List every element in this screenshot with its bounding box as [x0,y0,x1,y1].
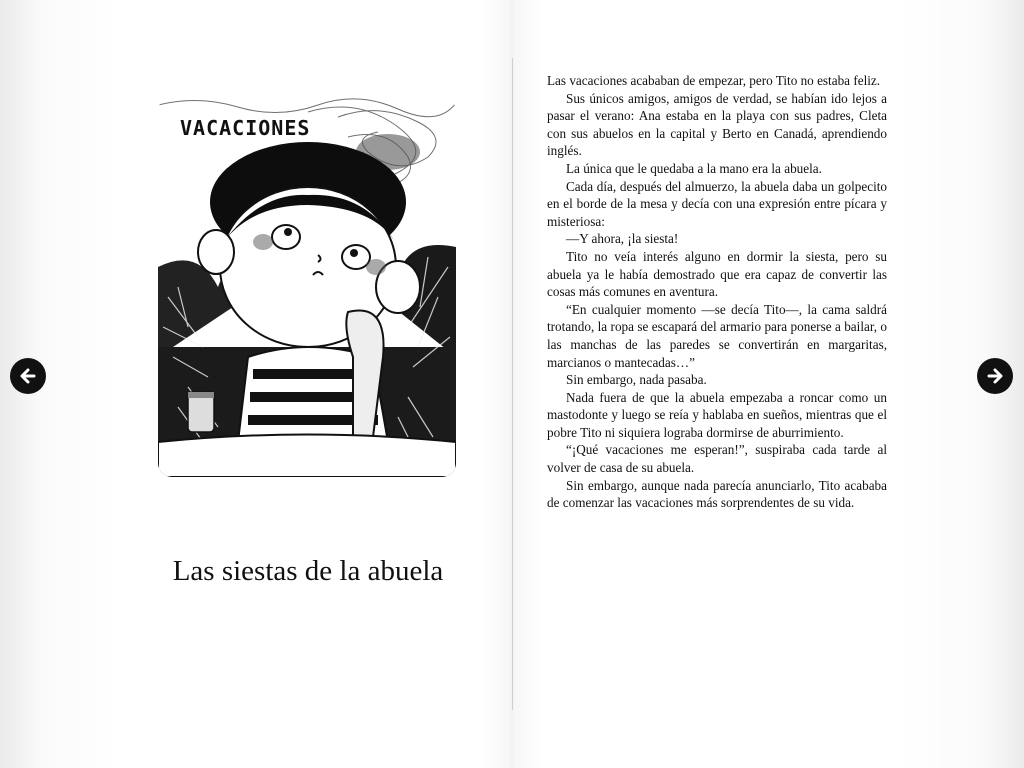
paragraph: Sin embargo, nada pasaba. [566,372,707,388]
svg-text:VACACIONES: VACACIONES [180,116,311,140]
page-gutter-divider [512,58,513,710]
next-page-button[interactable] [977,358,1013,394]
previous-page-button[interactable] [10,358,46,394]
paragraph: —Y ahora, ¡la siesta! [566,231,679,247]
paragraph: Cada día, después del almuerzo, la abuela daba un golpecito en el borde de la mesa y decía con una expresión entre pícara y misteriosa: [547,178,887,229]
story-text [547,72,887,512]
chapter-title: Las siestas de la abuela [172,555,444,587]
paragraph: “En cualquier momento —se decía Tito—, la cama saldrá trotando, la ropa se escapará del armario para ponerse a bailar, o las manchas de las paredes se convertirán en margaritas, marcianos o mantecadas…” [547,301,887,370]
paragraph: Las vacaciones acababan de empezar, pero Tito no estaba feliz. [547,73,881,88]
paragraph: Sin embargo, aunque nada parecía anunciarlo, Tito acababa de comenzar las vacaciones más sorprendentes de su vida. [547,477,887,511]
paragraph: Tito no veía interés alguno en dormir la siesta, pero su abuela ya le había demostrado que era capaz de convertir las cosas más comunes en aventura. [547,248,887,300]
paragraph: La única que le quedaba a la mano era la abuela. [566,160,822,176]
arrow-right-icon [985,366,1005,386]
paragraph: Sus únicos amigos, amigos de verdad, se habían ido lejos a pasar el verano: Ana estaba en la playa con sus padres, Cleta con sus abuelos en la capital y Berto en Canadá, aprendiendo inglés. [547,90,887,159]
paragraph: “¡Qué vacaciones me esperan!”, suspiraba cada tarde al volver de casa de su abuela. [547,442,887,476]
arrow-left-icon [18,366,38,386]
paragraph: Nada fuera de que la abuela empezaba a roncar como un mastodonte y luego se reía y hablaba en sueños, mientras que el pobre Tito ni siquiera lograba dormirse de aburrimiento. [547,389,887,440]
chapter-illustration [158,97,456,477]
